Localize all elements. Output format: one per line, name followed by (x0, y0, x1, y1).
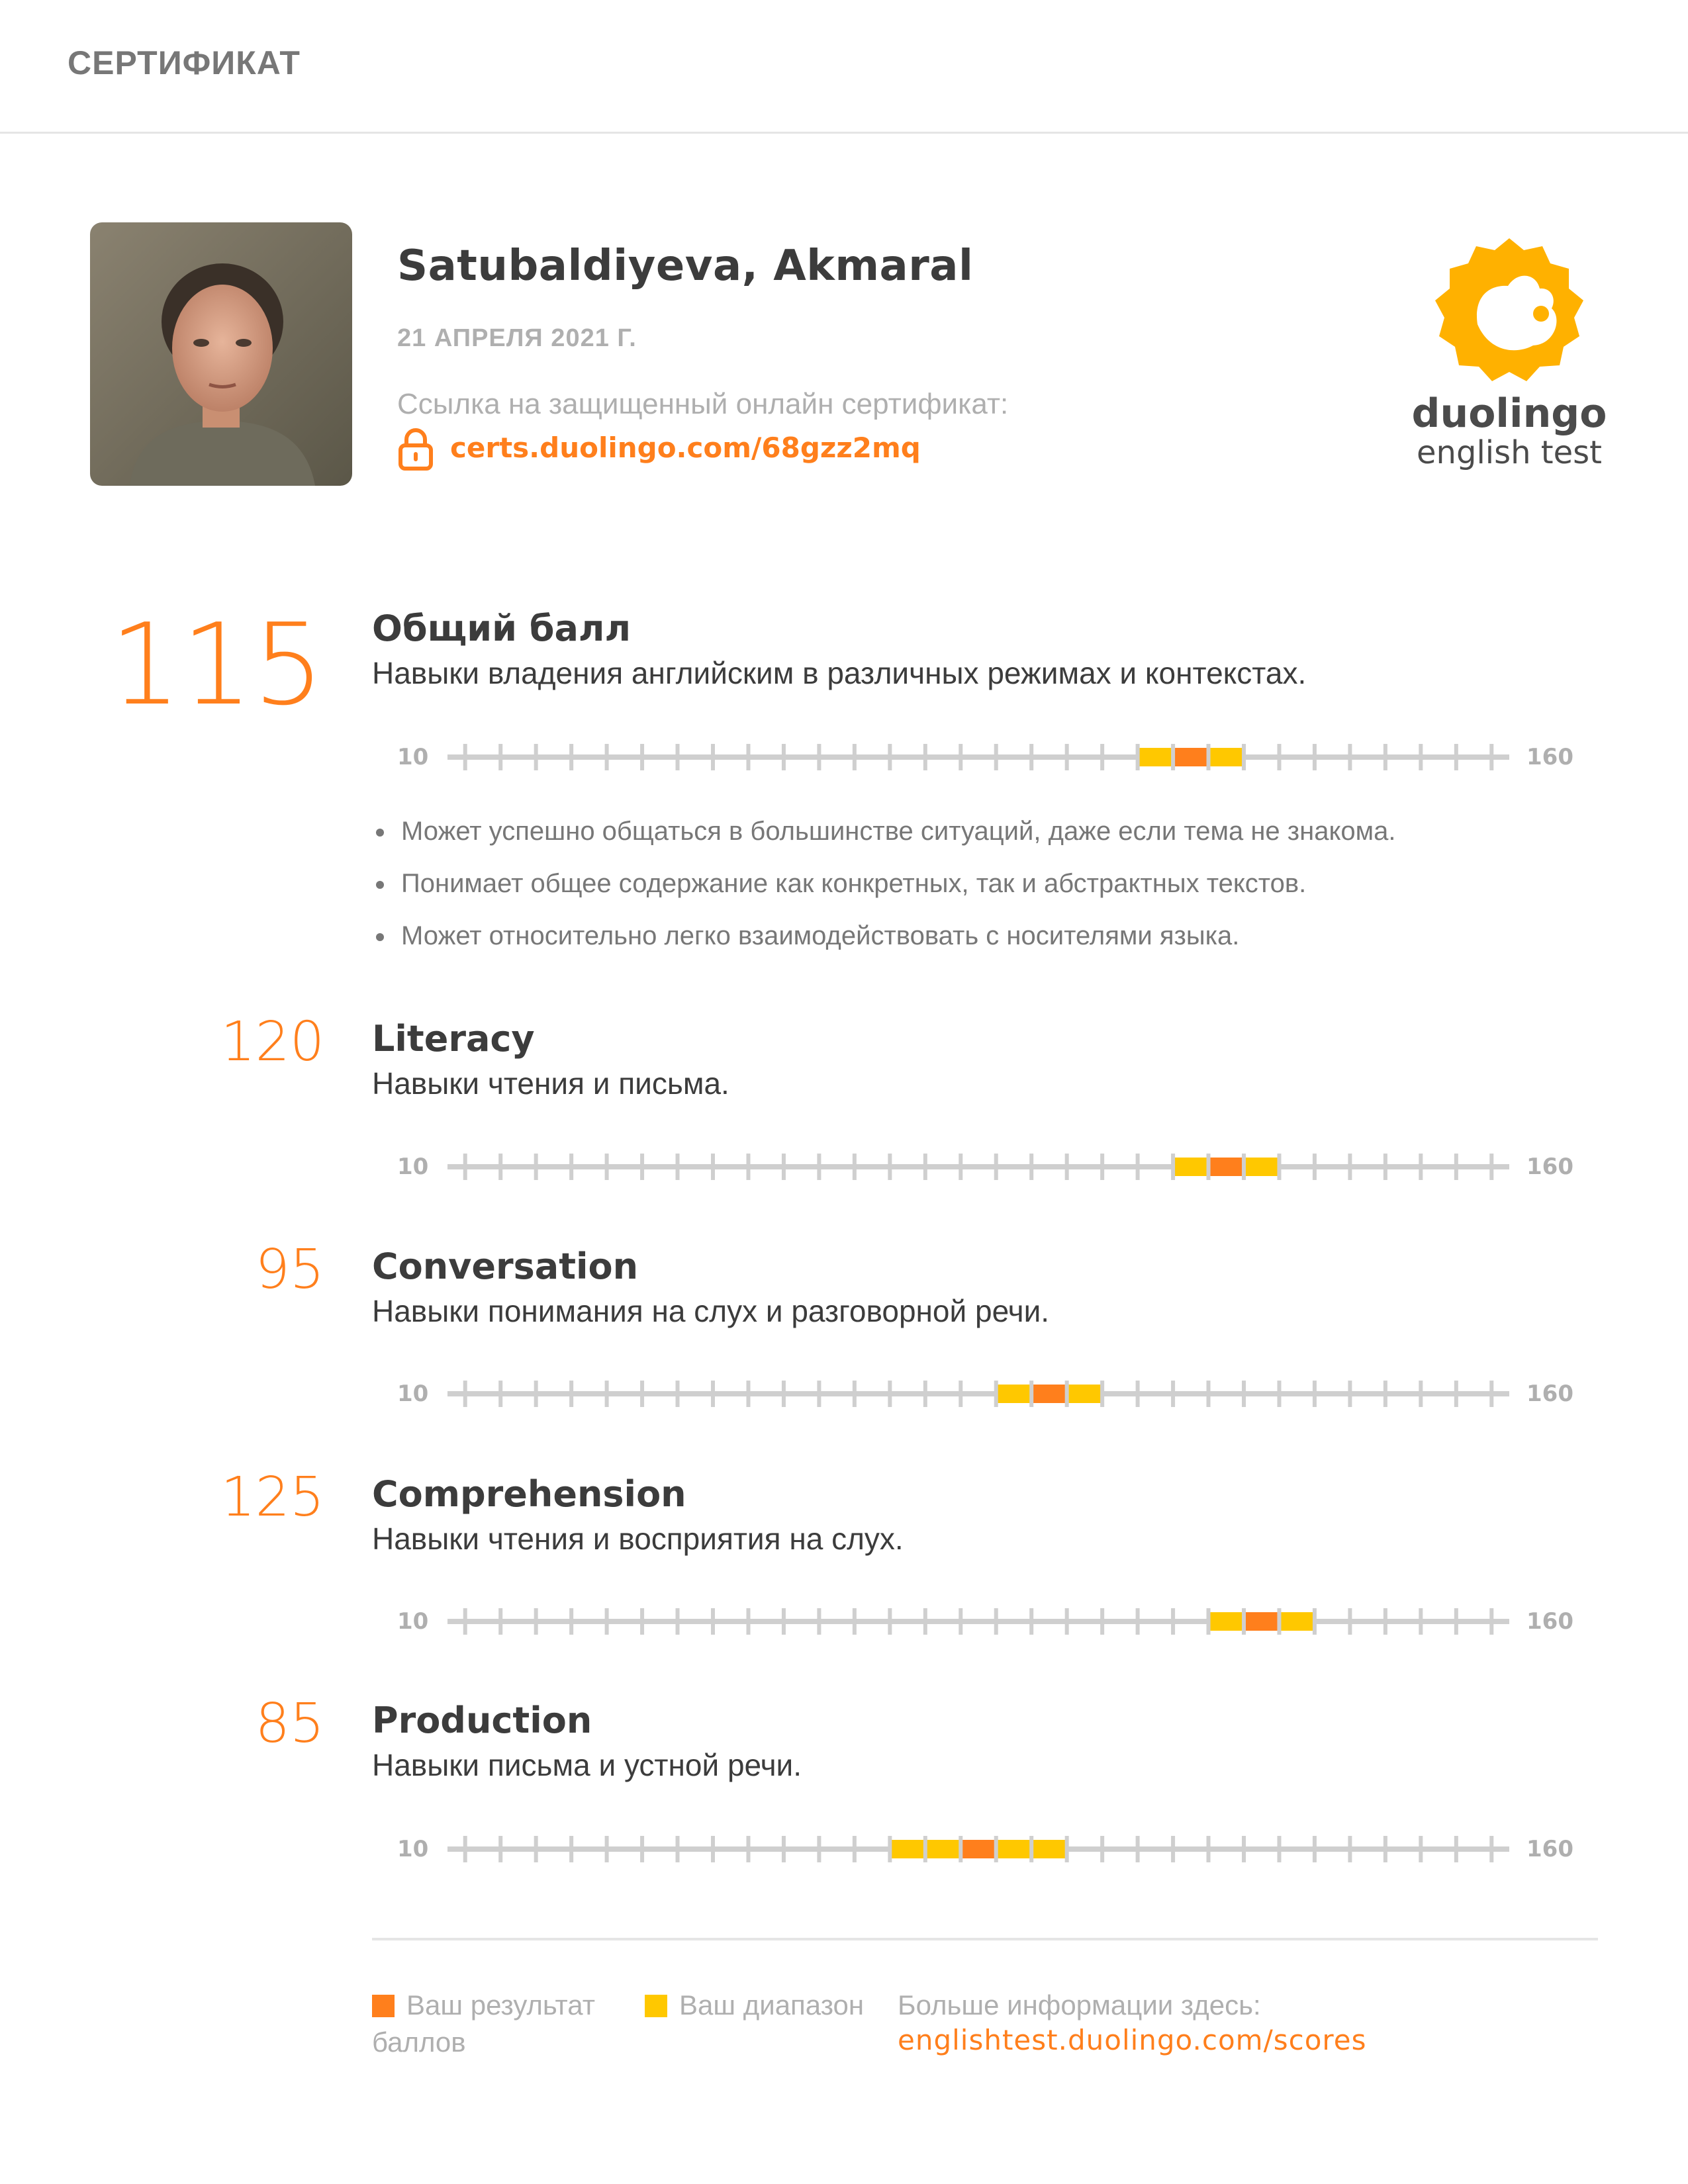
scale-tick (711, 744, 715, 770)
score-marker (961, 1840, 996, 1858)
logo-wordmark: duolingo (1411, 390, 1607, 437)
overall-score-scale (442, 737, 1515, 777)
scale-tick (1489, 1154, 1493, 1180)
comprehension-description: Навыки чтения и восприятия на слух. (372, 1522, 904, 1556)
scale-tick (711, 1154, 715, 1180)
literacy-score: 120 (220, 1011, 324, 1073)
scale-tick (853, 744, 857, 770)
legend-score-swatch (372, 1995, 395, 2017)
literacy-description: Навыки чтения и письма. (372, 1066, 729, 1101)
descriptor-item: Может относительно легко взаимодействовать с носителями языка. (371, 920, 1396, 972)
legend-range-swatch (645, 1995, 667, 2017)
scale-tick (1065, 1608, 1069, 1635)
scale-tick (994, 1381, 998, 1407)
scale-tick (463, 1608, 467, 1635)
scale-min-label: 10 (397, 1381, 429, 1407)
scale-tick (1313, 1836, 1317, 1862)
scale-tick (1136, 1836, 1140, 1862)
scale-tick (1065, 1154, 1069, 1180)
conversation-description: Навыки понимания на слух и разговорной речи. (372, 1294, 1050, 1328)
scale-tick (888, 744, 892, 770)
scale-tick (1207, 744, 1211, 770)
scale-tick (853, 1608, 857, 1635)
scale-tick (1419, 1381, 1423, 1407)
scale-tick (1383, 744, 1387, 770)
scale-tick (605, 1154, 609, 1180)
scale-tick (640, 1608, 644, 1635)
overall-title: Общий балл (372, 608, 632, 649)
scale-tick (746, 1836, 750, 1862)
certificate-date: 21 АПРЕЛЯ 2021 Г. (397, 324, 637, 352)
scale-tick (605, 744, 609, 770)
scale-tick (888, 1836, 892, 1862)
scale-tick (1171, 744, 1175, 770)
scale-tick (1313, 1154, 1317, 1180)
scale-tick (782, 1381, 786, 1407)
scale-tick (498, 1154, 502, 1180)
scale-tick (1348, 1608, 1352, 1635)
scale-tick (1207, 1836, 1211, 1862)
scale-tick (746, 1154, 750, 1180)
scale-tick (1313, 1608, 1317, 1635)
page-title: СЕРТИФИКАТ (68, 44, 301, 81)
scale-tick (1489, 1836, 1493, 1862)
scale-tick (782, 1608, 786, 1635)
secure-link-label: Ссылка на защищенный онлайн сертификат: (397, 388, 1009, 420)
comprehension-score-scale (442, 1602, 1515, 1641)
scale-tick (1136, 1608, 1140, 1635)
scale-tick (888, 1154, 892, 1180)
scale-tick (1489, 744, 1493, 770)
scale-tick (1489, 1381, 1493, 1407)
scale-tick (1242, 1608, 1246, 1635)
scale-tick (923, 1608, 927, 1635)
scale-tick (463, 1154, 467, 1180)
scale-tick (1029, 1154, 1033, 1180)
scale-tick (1489, 1608, 1493, 1635)
score-marker (1209, 1158, 1244, 1176)
production-title: Production (372, 1700, 592, 1741)
scale-tick (1136, 1154, 1140, 1180)
logo-subtitle: english test (1417, 434, 1602, 471)
scale-tick (534, 1381, 538, 1407)
scale-tick (853, 1154, 857, 1180)
legend-range-label: Ваш диапазон (679, 1989, 865, 2021)
scale-tick (853, 1381, 857, 1407)
scale-tick (1383, 1381, 1387, 1407)
scale-tick (711, 1608, 715, 1635)
scale-tick (569, 1836, 573, 1862)
scale-tick (676, 1154, 680, 1180)
scale-tick (1100, 1381, 1104, 1407)
scale-tick (746, 1381, 750, 1407)
descriptor-item: Может успешно общаться в большинстве ситуаций, даже если тема не знакома. (371, 815, 1396, 868)
scale-tick (1419, 1608, 1423, 1635)
scale-tick (498, 1381, 502, 1407)
scale-tick (569, 1154, 573, 1180)
scale-tick (888, 1608, 892, 1635)
scale-tick (534, 744, 538, 770)
scale-tick (1207, 1381, 1211, 1407)
descriptor-item: Понимает общее содержание как конкретных, так и абстрактных текстов. (371, 868, 1396, 920)
overall-descriptors (371, 815, 1396, 972)
scale-tick (817, 1836, 821, 1862)
scale-tick (1348, 1836, 1352, 1862)
scale-tick (463, 1836, 467, 1862)
scale-tick (498, 1836, 502, 1862)
scale-tick (605, 1608, 609, 1635)
scale-tick (782, 1836, 786, 1862)
scale-max-label: 160 (1526, 744, 1573, 770)
scale-tick (1277, 1381, 1281, 1407)
footer-divider (372, 1938, 1598, 1940)
scale-tick (1136, 1381, 1140, 1407)
literacy-title: Literacy (372, 1018, 535, 1060)
scale-tick (1100, 1836, 1104, 1862)
scale-tick (746, 1608, 750, 1635)
scale-tick (959, 1836, 962, 1862)
scale-tick (1100, 1608, 1104, 1635)
scale-tick (569, 1608, 573, 1635)
scale-tick (1171, 1836, 1175, 1862)
score-marker (1244, 1612, 1279, 1631)
scale-tick (1419, 1836, 1423, 1862)
scale-tick (1207, 1608, 1211, 1635)
legend-score-label-cont: баллов (372, 2026, 466, 2058)
scale-tick (676, 1608, 680, 1635)
scale-tick (569, 744, 573, 770)
scale-tick (782, 744, 786, 770)
scale-tick (923, 744, 927, 770)
scale-tick (782, 1154, 786, 1180)
scale-tick (498, 1608, 502, 1635)
scale-tick (711, 1381, 715, 1407)
scale-tick (605, 1836, 609, 1862)
scale-tick (1348, 1154, 1352, 1180)
scale-min-label: 10 (397, 744, 429, 770)
scale-tick (1065, 744, 1069, 770)
scale-tick (1348, 744, 1352, 770)
comprehension-score: 125 (220, 1466, 324, 1529)
overall-score: 115 (109, 600, 324, 731)
scale-tick (1383, 1154, 1387, 1180)
scale-tick (1454, 1154, 1458, 1180)
scale-tick (1383, 1608, 1387, 1635)
more-info-label: Больше информации здесь: (898, 1989, 1261, 2021)
production-description: Навыки письма и устной речи. (372, 1748, 802, 1782)
comprehension-title: Comprehension (372, 1473, 686, 1515)
header-divider (0, 132, 1688, 134)
scale-max-label: 160 (1526, 1608, 1573, 1635)
scale-tick (1171, 1154, 1175, 1180)
scale-tick (640, 1836, 644, 1862)
scale-tick (959, 1154, 962, 1180)
scale-max-label: 160 (1526, 1154, 1573, 1180)
scale-tick (640, 744, 644, 770)
scale-tick (1207, 1154, 1211, 1180)
scale-tick (817, 1154, 821, 1180)
scale-tick (463, 1381, 467, 1407)
scale-tick (640, 1381, 644, 1407)
scale-tick (463, 744, 467, 770)
scale-tick (888, 1381, 892, 1407)
scale-tick (1029, 1381, 1033, 1407)
scale-tick (1100, 1154, 1104, 1180)
scale-tick (676, 1836, 680, 1862)
production-score: 85 (255, 1692, 324, 1755)
candidate-photo (90, 222, 352, 486)
scale-tick (569, 1381, 573, 1407)
scale-max-label: 160 (1526, 1836, 1573, 1862)
scale-tick (1242, 1836, 1246, 1862)
scale-tick (1065, 1381, 1069, 1407)
scale-tick (1313, 744, 1317, 770)
score-marker (1173, 748, 1208, 766)
scale-tick (605, 1381, 609, 1407)
more-info-link[interactable]: englishtest.duolingo.com/scores (898, 2024, 1367, 2056)
scale-max-label: 160 (1526, 1381, 1573, 1407)
scale-tick (676, 1381, 680, 1407)
scale-tick (959, 744, 962, 770)
scale-tick (1029, 1836, 1033, 1862)
literacy-score-scale (442, 1147, 1515, 1187)
scale-tick (1419, 744, 1423, 770)
scale-tick (817, 1608, 821, 1635)
scale-tick (853, 1836, 857, 1862)
scale-tick (1419, 1154, 1423, 1180)
scale-tick (1454, 1836, 1458, 1862)
scale-tick (817, 1381, 821, 1407)
scale-tick (959, 1608, 962, 1635)
scale-tick (1277, 744, 1281, 770)
scale-tick (1277, 1836, 1281, 1862)
scale-tick (923, 1836, 927, 1862)
scale-tick (1454, 744, 1458, 770)
scale-tick (994, 1836, 998, 1862)
scale-tick (1029, 744, 1033, 770)
scale-tick (534, 1836, 538, 1862)
scale-tick (1313, 1381, 1317, 1407)
scale-tick (959, 1381, 962, 1407)
scale-tick (817, 744, 821, 770)
scale-tick (994, 1608, 998, 1635)
scale-tick (640, 1154, 644, 1180)
production-score-scale (442, 1829, 1515, 1869)
scale-tick (1277, 1608, 1281, 1635)
lock-icon (397, 428, 434, 475)
scale-tick (1100, 744, 1104, 770)
scale-min-label: 10 (397, 1154, 429, 1180)
scale-tick (746, 744, 750, 770)
scale-tick (1136, 744, 1140, 770)
certificate-link[interactable]: certs.duolingo.com/68gzz2mq (450, 432, 921, 464)
candidate-name: Satubaldiyeva, Akmaral (397, 242, 974, 291)
scale-tick (711, 1836, 715, 1862)
scale-tick (1348, 1381, 1352, 1407)
conversation-title: Conversation (372, 1246, 639, 1287)
conversation-score: 95 (255, 1238, 324, 1301)
scale-tick (923, 1381, 927, 1407)
scale-tick (1242, 744, 1246, 770)
legend-score-label: Ваш результат (406, 1989, 595, 2021)
scale-tick (1383, 1836, 1387, 1862)
overall-description: Навыки владения английским в различных режимах и контекстах. (372, 656, 1307, 690)
scale-min-label: 10 (397, 1836, 429, 1862)
scale-tick (1454, 1608, 1458, 1635)
scale-tick (1277, 1154, 1281, 1180)
scale-tick (1242, 1154, 1246, 1180)
scale-tick (1029, 1608, 1033, 1635)
scale-tick (1454, 1381, 1458, 1407)
scale-tick (676, 744, 680, 770)
conversation-score-scale (442, 1374, 1515, 1414)
scale-tick (1171, 1608, 1175, 1635)
scale-tick (534, 1154, 538, 1180)
scale-tick (994, 1154, 998, 1180)
score-marker (1031, 1385, 1066, 1403)
scale-min-label: 10 (397, 1608, 429, 1635)
scale-tick (534, 1608, 538, 1635)
scale-tick (498, 744, 502, 770)
scale-tick (1065, 1836, 1069, 1862)
scale-tick (1171, 1381, 1175, 1407)
scale-tick (923, 1154, 927, 1180)
scale-tick (994, 744, 998, 770)
scale-tick (1242, 1381, 1246, 1407)
